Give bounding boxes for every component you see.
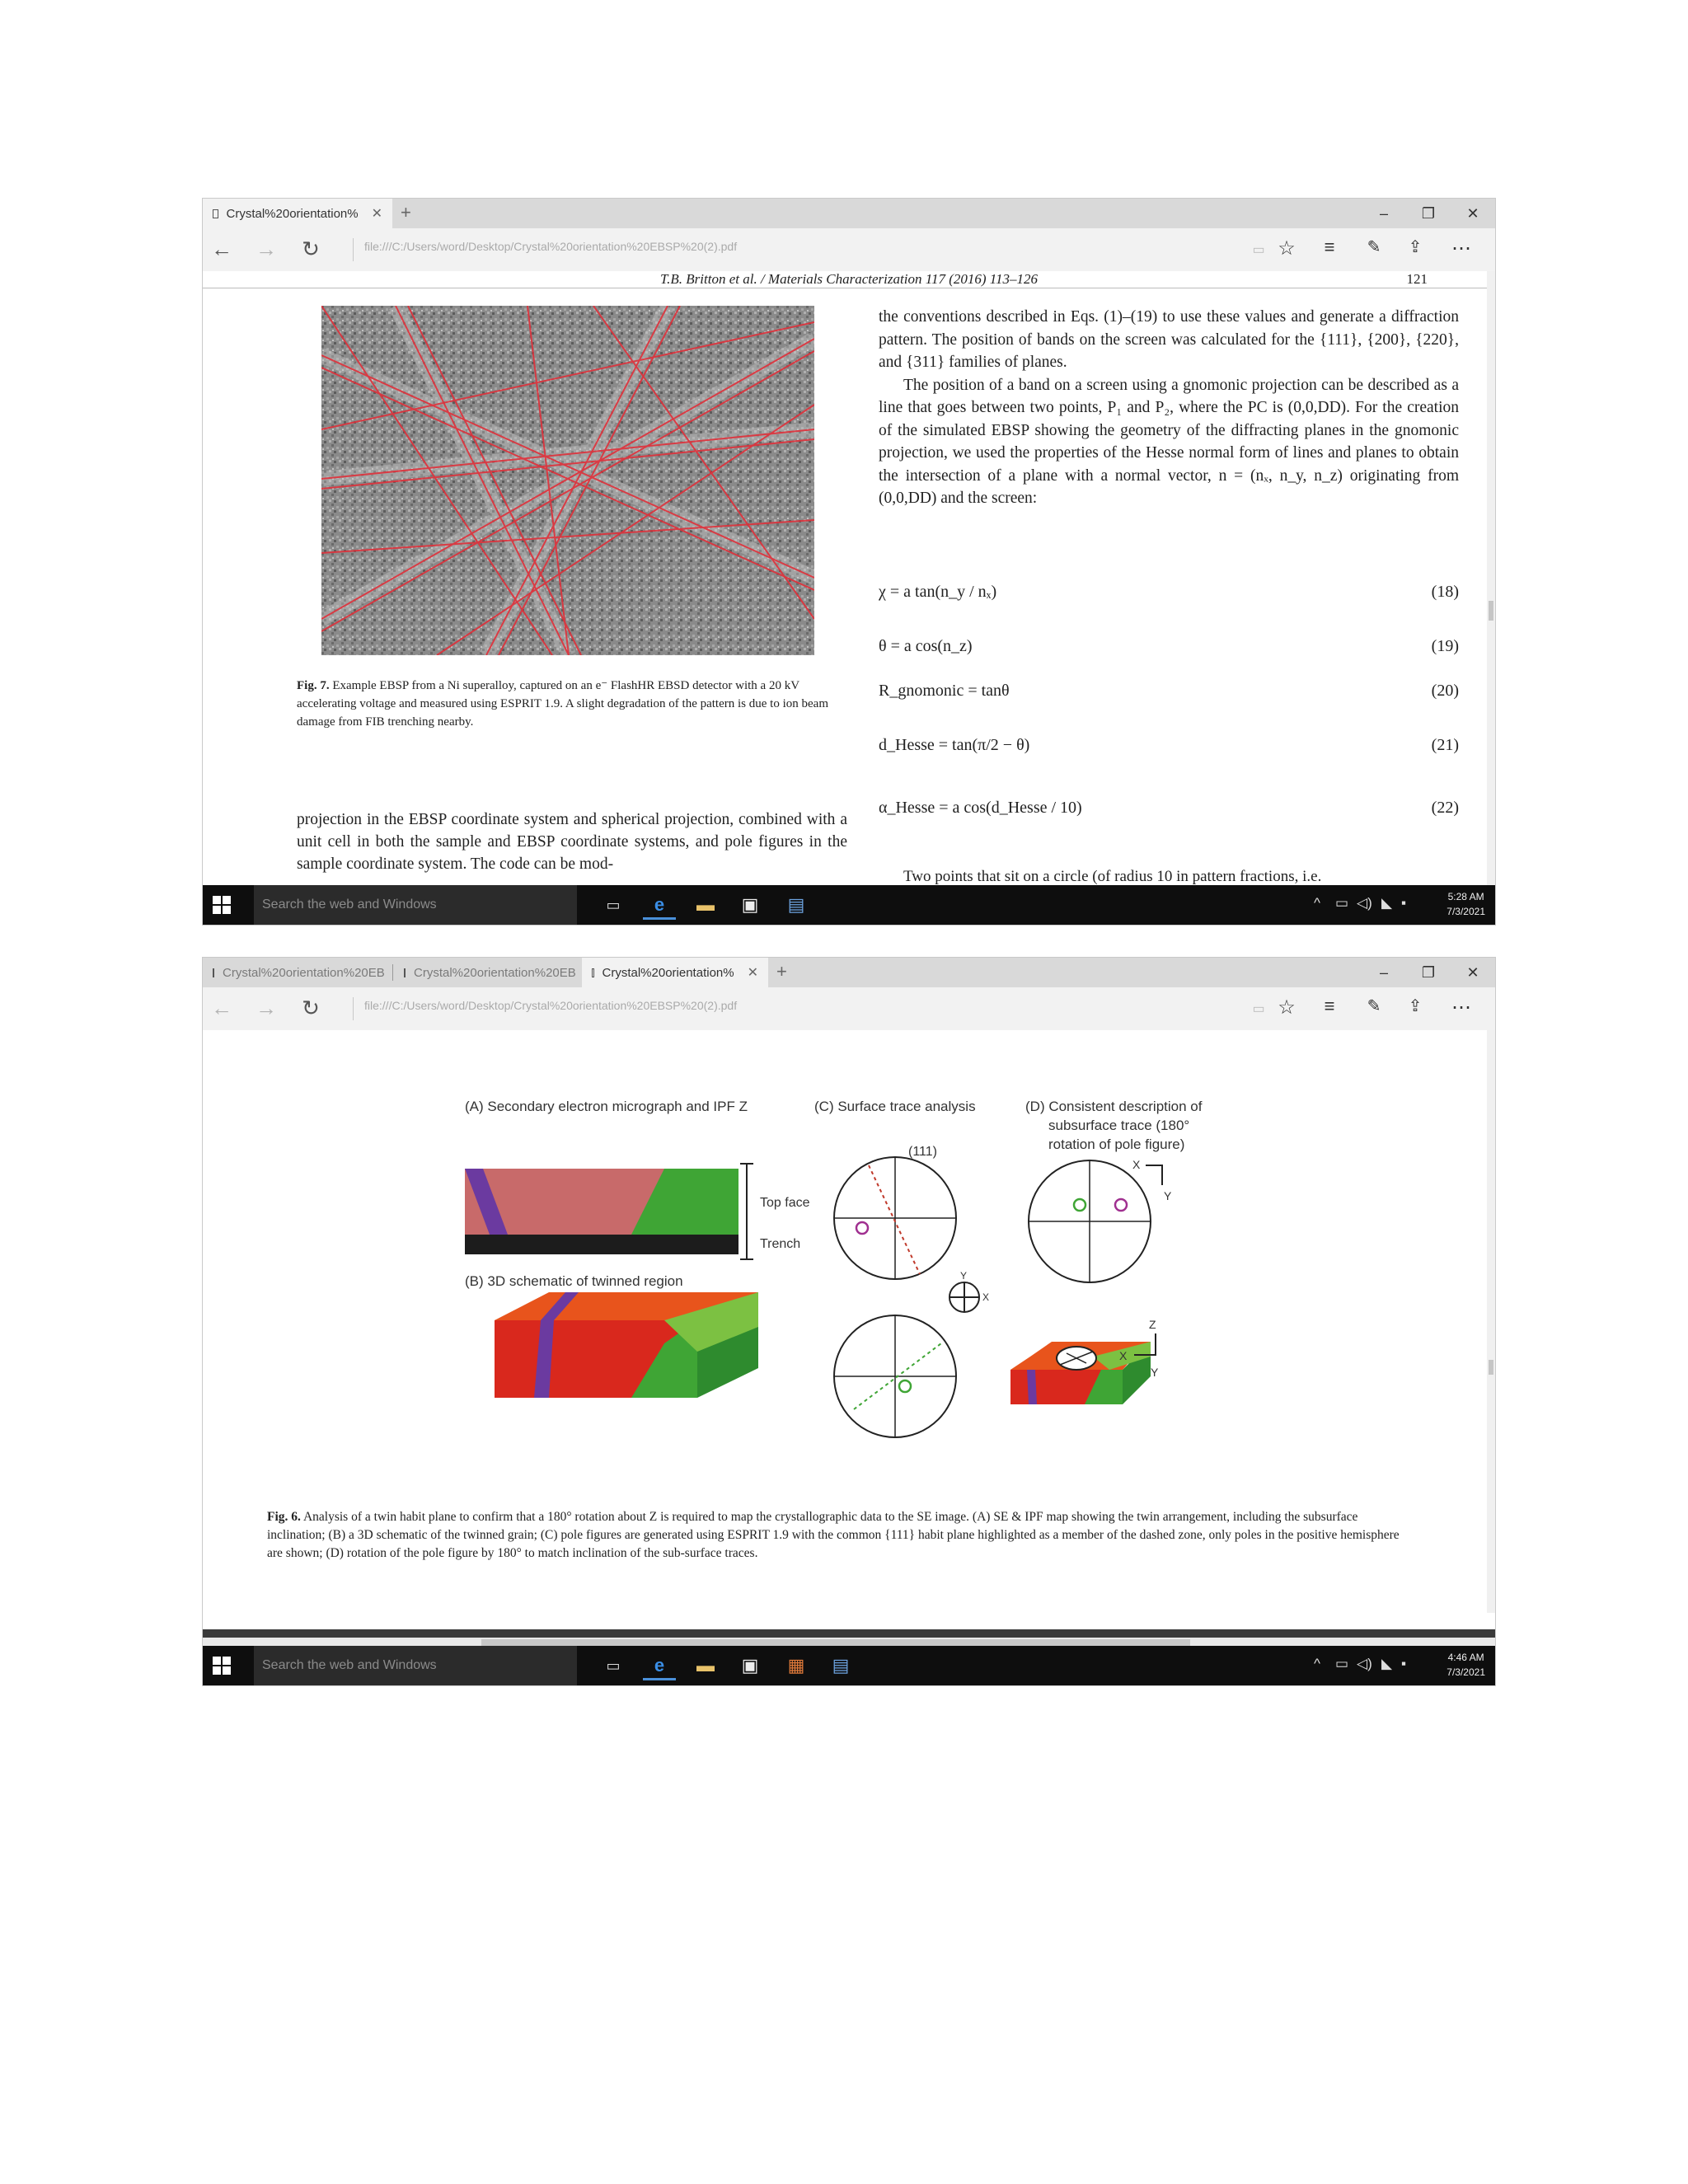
scrollbar-thumb[interactable] bbox=[1489, 1360, 1493, 1375]
maximize-button[interactable]: ❐ bbox=[1421, 964, 1436, 981]
label-panel-d-line3: rotation of pole figure) bbox=[1048, 1137, 1185, 1152]
address-field[interactable]: file:///C:/Users/word/Desktop/Crystal%20orientation%20EBSP%20(2).pdf bbox=[364, 240, 738, 253]
cut-off-line: Two points that sit on a circle (of radius 10 in pattern fractions, i.e. bbox=[903, 868, 1322, 885]
clock-time: 5:28 AM bbox=[1447, 891, 1484, 902]
office-app-icon[interactable]: ▦ bbox=[787, 1655, 805, 1675]
close-window-button[interactable]: ✕ bbox=[1466, 205, 1479, 222]
tab-crystal-orientation-1[interactable] bbox=[203, 958, 392, 987]
schematic-3d-panel-b bbox=[495, 1292, 758, 1398]
tab-crystal-orientation-2[interactable] bbox=[394, 958, 580, 987]
label-panel-d-line2: subsurface trace (180° bbox=[1048, 1118, 1190, 1133]
edge-browser-icon[interactable]: e bbox=[643, 1651, 676, 1680]
new-tab-button[interactable]: + bbox=[401, 202, 411, 223]
more-icon[interactable]: ⋯ bbox=[1451, 237, 1471, 260]
divider bbox=[353, 997, 354, 1020]
clock-date: 7/3/2021 bbox=[1447, 1666, 1485, 1678]
page-icon bbox=[213, 968, 214, 977]
fig7-caption-text: Example EBSP from a Ni superalloy, captured on an e⁻ FlashHR EBSD detector with a 20 kV accelerating voltage and measured using ESPRIT 1.9. A slight degradation of the pattern is due to ion beam damage from FIB trenching nearby. bbox=[297, 679, 828, 729]
axis-y-label-3d: Y bbox=[1151, 1366, 1159, 1379]
equation-body: d_Hesse = tan(π/2 − θ) bbox=[879, 736, 1030, 754]
divider bbox=[353, 238, 354, 261]
app-window-icon[interactable]: ▤ bbox=[787, 894, 805, 915]
taskbar-clock[interactable] bbox=[1447, 889, 1485, 919]
network-icon[interactable]: ◣ bbox=[1381, 1656, 1393, 1671]
paragraph-gnomonic: The position of a band on a screen using a gnomonic projection can be described as a line that goes between two points, P₁ and P₂, where the PC is (0,0,DD). For the creation of the simulated EBSP showing the geometry of the diffracting planes in the gnomonic projection, we used the properties of the Hesse normal form of lines and planes to obtain the intersection of a plane with a normal vector, n = (nₓ, n_y, n_z) originating from (0,0,DD) and the screen: bbox=[879, 376, 1459, 507]
right-column-text bbox=[879, 306, 1459, 510]
hub-icon[interactable]: ≡ bbox=[1324, 237, 1335, 257]
tab-crystal-orientation-3[interactable] bbox=[582, 958, 768, 987]
paragraph-conventions: the conventions described in Eqs. (1)–(19) to use these values and generate a diffraction pattern. The position of bands on the screen was calculated for the {111}, {200}, {220}, and {311} families of planes. bbox=[879, 308, 1459, 371]
tab-divider bbox=[392, 964, 393, 981]
tab-title: Crystal%20orientation%20EB bbox=[223, 965, 385, 980]
schematic-3d-panel-d bbox=[1010, 1318, 1159, 1404]
equation-number: (19) bbox=[1431, 637, 1459, 655]
network-icon[interactable]: ◣ bbox=[1381, 895, 1393, 911]
edge-browser-icon[interactable]: e bbox=[643, 890, 676, 920]
windows-start-icon[interactable] bbox=[213, 1657, 231, 1675]
web-note-icon[interactable]: ✎ bbox=[1367, 997, 1381, 1015]
equation-body: R_gnomonic = tanθ bbox=[879, 682, 1010, 700]
close-tab-icon[interactable]: ✕ bbox=[747, 966, 758, 980]
favorite-star-icon[interactable]: ☆ bbox=[1278, 996, 1296, 1019]
clock-date: 7/3/2021 bbox=[1447, 906, 1485, 917]
windows-start-icon[interactable] bbox=[213, 896, 231, 914]
browser-window-pdf-page-121 bbox=[203, 199, 1495, 925]
minimize-button[interactable]: – bbox=[1379, 205, 1388, 222]
refresh-button[interactable]: ↻ bbox=[302, 237, 320, 261]
hub-icon[interactable]: ≡ bbox=[1324, 996, 1335, 1016]
battery-icon[interactable]: ▭ bbox=[1335, 895, 1349, 911]
vertical-scrollbar[interactable] bbox=[1487, 1030, 1495, 1613]
scrollbar-thumb[interactable] bbox=[481, 1639, 1190, 1646]
task-view-icon[interactable]: ▭ bbox=[606, 1657, 621, 1674]
taskbar-clock[interactable] bbox=[1447, 1650, 1485, 1680]
share-icon[interactable]: ⇪ bbox=[1408, 997, 1423, 1015]
ebsp-pattern-image bbox=[321, 306, 814, 655]
forward-button[interactable]: → bbox=[256, 996, 277, 1020]
minimize-button[interactable]: – bbox=[1379, 964, 1388, 981]
micrograph-panel-a bbox=[465, 1164, 810, 1259]
equation-number: (21) bbox=[1431, 736, 1459, 754]
fig6-caption bbox=[267, 1508, 1413, 1563]
kikuchi-pattern bbox=[321, 306, 814, 655]
tray-expand-icon[interactable]: ^ bbox=[1314, 895, 1320, 911]
equation-body: χ = a tan(n_y / nₓ) bbox=[879, 583, 997, 601]
axis-x-label: X bbox=[982, 1291, 990, 1303]
horizontal-scrollbar[interactable] bbox=[203, 1629, 1495, 1646]
store-icon[interactable]: ▣ bbox=[741, 1655, 759, 1675]
pole-figure-panel-d bbox=[1029, 1158, 1172, 1282]
left-body-text: projection in the EBSP coordinate system and spherical projection, combined with a unit cell in both the sample and EBSP coordinate systems, and pole figures in the sample coordinate system. The code can be mod- bbox=[297, 811, 847, 873]
axis-x-label-3d: X bbox=[1119, 1349, 1128, 1362]
taskbar bbox=[203, 885, 1495, 925]
reading-view-icon[interactable]: ▭ bbox=[1252, 1002, 1265, 1016]
action-center-icon[interactable]: ▪ bbox=[1401, 1656, 1407, 1671]
address-field[interactable]: file:///C:/Users/word/Desktop/Crystal%20orientation%20EBSP%20(2).pdf bbox=[364, 999, 738, 1012]
favorite-star-icon[interactable]: ☆ bbox=[1278, 237, 1296, 260]
page-number: 121 bbox=[1406, 271, 1428, 287]
store-icon[interactable]: ▣ bbox=[741, 894, 759, 915]
back-button[interactable]: ← bbox=[211, 237, 232, 261]
tab-title: Crystal%20orientation% bbox=[226, 206, 359, 221]
label-panel-d-line1: (D) Consistent description of bbox=[1025, 1099, 1203, 1114]
fig7-label: Fig. 7. bbox=[297, 679, 330, 692]
page-icon bbox=[213, 209, 218, 218]
back-button[interactable]: ← bbox=[211, 996, 232, 1020]
label-top-face: Top face bbox=[760, 1196, 810, 1210]
file-explorer-icon[interactable]: ▬ bbox=[696, 1655, 715, 1675]
equation-number: (18) bbox=[1431, 583, 1459, 601]
tab-title: Crystal%20orientation%20EB bbox=[414, 965, 576, 980]
maximize-button[interactable]: ❐ bbox=[1421, 205, 1436, 222]
label-panel-a: (A) Secondary electron micrograph and IPF Z bbox=[465, 1099, 748, 1114]
web-note-icon[interactable]: ✎ bbox=[1367, 238, 1381, 256]
tab-title: Crystal%20orientation% bbox=[602, 965, 734, 980]
task-view-icon[interactable]: ▭ bbox=[606, 897, 621, 913]
page-icon bbox=[592, 968, 594, 977]
vertical-scrollbar[interactable] bbox=[1487, 271, 1495, 885]
equation-body: α_Hesse = a cos(d_Hesse / 10) bbox=[879, 799, 1082, 817]
tab-strip bbox=[203, 958, 1495, 987]
fig6-label: Fig. 6. bbox=[267, 1510, 301, 1524]
more-icon[interactable]: ⋯ bbox=[1451, 996, 1471, 1019]
journal-citation: T.B. Britton et al. / Materials Characterization 117 (2016) 113–126 bbox=[659, 271, 1039, 287]
close-window-button[interactable]: ✕ bbox=[1466, 964, 1479, 981]
address-toolbar bbox=[203, 228, 1495, 272]
taskbar bbox=[203, 1646, 1495, 1685]
fig6-caption-text: Analysis of a twin habit plane to confirm that a 180° rotation about Z is required to map the crystallographic data to the SE image. (A) SE & IPF map showing the twin arrangement, including the subsurface inclination; (B) a 3D schematic of the twinned grain; (C) pole figures are generated using ESPRIT 1.9 with the common {111} habit plane highlighted as a member of the dashed zone, only poles in the positive hemisphere are shown; (D) rotation of the pole figure by 180° to match inclination of the sub-surface traces. bbox=[267, 1510, 1400, 1560]
volume-icon[interactable]: ◁) bbox=[1357, 895, 1372, 911]
file-explorer-icon[interactable]: ▬ bbox=[696, 894, 715, 915]
label-plane-111: (111) bbox=[908, 1145, 937, 1159]
tab-strip bbox=[203, 199, 1495, 228]
tray-expand-icon[interactable]: ^ bbox=[1314, 1656, 1320, 1671]
fig7-caption bbox=[297, 677, 847, 731]
pole-figures-panel-c bbox=[834, 1145, 989, 1437]
axis-y-label: Y bbox=[960, 1270, 968, 1282]
axis-x-label-d: X bbox=[1132, 1158, 1141, 1171]
action-center-icon[interactable]: ▪ bbox=[1401, 895, 1407, 911]
app-window-icon[interactable]: ▤ bbox=[832, 1655, 850, 1675]
refresh-button[interactable]: ↻ bbox=[302, 996, 320, 1020]
label-trench: Trench bbox=[760, 1237, 801, 1251]
equation-number: (20) bbox=[1431, 682, 1459, 700]
new-tab-button[interactable]: + bbox=[776, 961, 787, 982]
clock-time: 4:46 AM bbox=[1447, 1652, 1484, 1663]
page-icon bbox=[404, 968, 406, 977]
taskbar-search-box[interactable]: Search the web and Windows bbox=[254, 885, 577, 925]
scrollbar-track bbox=[203, 1629, 1495, 1638]
pdf-viewport[interactable] bbox=[203, 1030, 1495, 1629]
pdf-viewport[interactable] bbox=[203, 271, 1495, 885]
address-toolbar bbox=[203, 987, 1495, 1031]
equation-body: θ = a cos(n_z) bbox=[879, 637, 973, 655]
axis-z-label: Z bbox=[1149, 1318, 1156, 1331]
reading-view-icon[interactable]: ▭ bbox=[1252, 243, 1265, 257]
tab-crystal-orientation[interactable] bbox=[203, 199, 392, 228]
close-tab-icon[interactable]: ✕ bbox=[371, 207, 382, 221]
taskbar-search-box[interactable]: Search the web and Windows bbox=[254, 1646, 577, 1685]
forward-button[interactable]: → bbox=[256, 237, 277, 261]
browser-window-figure-6 bbox=[203, 958, 1495, 1685]
label-panel-b: (B) 3D schematic of twinned region bbox=[465, 1273, 683, 1289]
battery-icon[interactable]: ▭ bbox=[1335, 1656, 1349, 1671]
label-panel-c: (C) Surface trace analysis bbox=[814, 1099, 976, 1114]
axis-y-label-d: Y bbox=[1164, 1189, 1172, 1202]
equation-number: (22) bbox=[1431, 799, 1459, 817]
share-icon[interactable]: ⇪ bbox=[1408, 238, 1423, 256]
scrollbar-thumb[interactable] bbox=[1489, 601, 1493, 621]
volume-icon[interactable]: ◁) bbox=[1357, 1656, 1372, 1671]
running-head bbox=[203, 271, 1495, 288]
